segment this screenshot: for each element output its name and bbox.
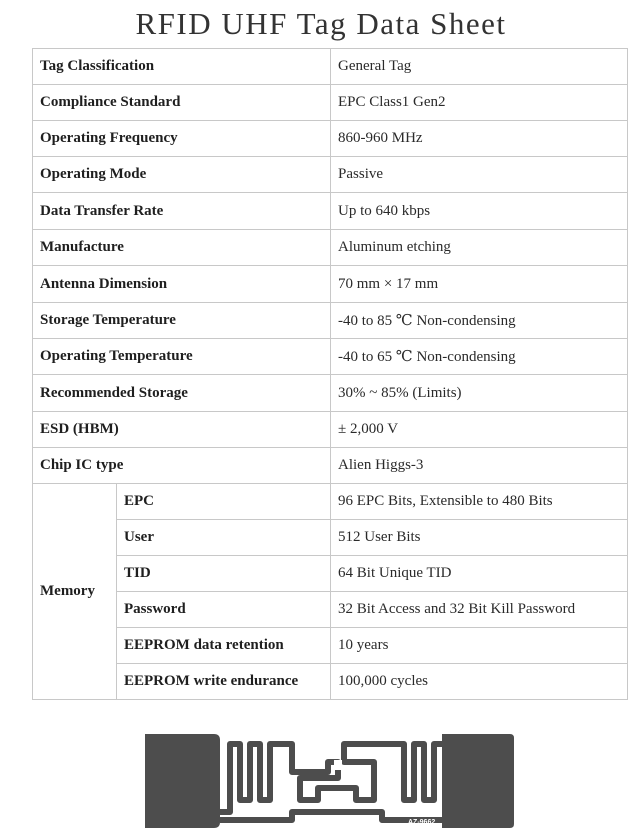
spec-value: Aluminum etching xyxy=(331,230,628,266)
table-row xyxy=(33,193,628,230)
spec-value: ± 2,000 V xyxy=(331,412,628,448)
page-title: RFID UHF Tag Data Sheet xyxy=(135,6,507,41)
spec-label: Data Transfer Rate xyxy=(33,193,331,230)
spec-label: Antenna Dimension xyxy=(33,266,331,303)
memory-value: 96 EPC Bits, Extensible to 480 Bits xyxy=(331,484,628,520)
table-row xyxy=(33,303,628,339)
memory-value: 100,000 cycles xyxy=(331,664,628,700)
spec-label: Chip IC type xyxy=(33,448,331,484)
spec-value: Up to 640 kbps xyxy=(331,193,628,230)
table-row xyxy=(33,121,628,157)
spec-value: 70 mm × 17 mm xyxy=(331,266,628,303)
table-row xyxy=(33,375,628,412)
memory-group-label: Memory xyxy=(33,484,117,700)
spec-label: Compliance Standard xyxy=(33,85,331,121)
table-row xyxy=(33,484,628,520)
spec-label: Operating Frequency xyxy=(33,121,331,157)
table-row xyxy=(33,266,628,303)
memory-label: TID xyxy=(117,556,331,592)
antenna-model-label: AZ-9662 xyxy=(408,819,436,826)
table-row xyxy=(33,520,628,556)
memory-label: User xyxy=(117,520,331,556)
memory-label: Password xyxy=(117,592,331,628)
spec-value: -40 to 85 ℃ Non-condensing xyxy=(331,303,628,339)
spec-value: 860-960 MHz xyxy=(331,121,628,157)
spec-label: Recommended Storage xyxy=(33,375,331,412)
table-row xyxy=(33,556,628,592)
spec-value: Passive xyxy=(331,157,628,193)
memory-value: 64 Bit Unique TID xyxy=(331,556,628,592)
memory-value: 32 Bit Access and 32 Bit Kill Password xyxy=(331,592,628,628)
memory-label: EEPROM data retention xyxy=(117,628,331,664)
table-row xyxy=(33,49,628,85)
memory-label: EEPROM write endurance xyxy=(117,664,331,700)
spec-label: Operating Temperature xyxy=(33,339,331,375)
spec-label: Tag Classification xyxy=(33,49,331,85)
chip-icon xyxy=(334,760,342,770)
spec-value: EPC Class1 Gen2 xyxy=(331,85,628,121)
spec-label: ESD (HBM) xyxy=(33,412,331,448)
antenna-trace xyxy=(220,744,442,820)
table-row xyxy=(33,628,628,664)
rfid-antenna-image xyxy=(142,732,515,832)
table-row xyxy=(33,339,628,375)
table-row xyxy=(33,592,628,628)
spec-label: Storage Temperature xyxy=(33,303,331,339)
memory-value: 512 User Bits xyxy=(331,520,628,556)
table-row xyxy=(33,85,628,121)
table-row xyxy=(33,412,628,448)
memory-label: EPC xyxy=(117,484,331,520)
table-row xyxy=(33,230,628,266)
table-row xyxy=(33,664,628,700)
table-row xyxy=(33,448,628,484)
table-row xyxy=(33,157,628,193)
spec-label: Operating Mode xyxy=(33,157,331,193)
spec-value: 30% ~ 85% (Limits) xyxy=(331,375,628,412)
spec-value: General Tag xyxy=(331,49,628,85)
memory-value: 10 years xyxy=(331,628,628,664)
spec-table xyxy=(32,48,628,700)
spec-value: -40 to 65 ℃ Non-condensing xyxy=(331,339,628,375)
spec-label: Manufacture xyxy=(33,230,331,266)
spec-value: Alien Higgs-3 xyxy=(331,448,628,484)
